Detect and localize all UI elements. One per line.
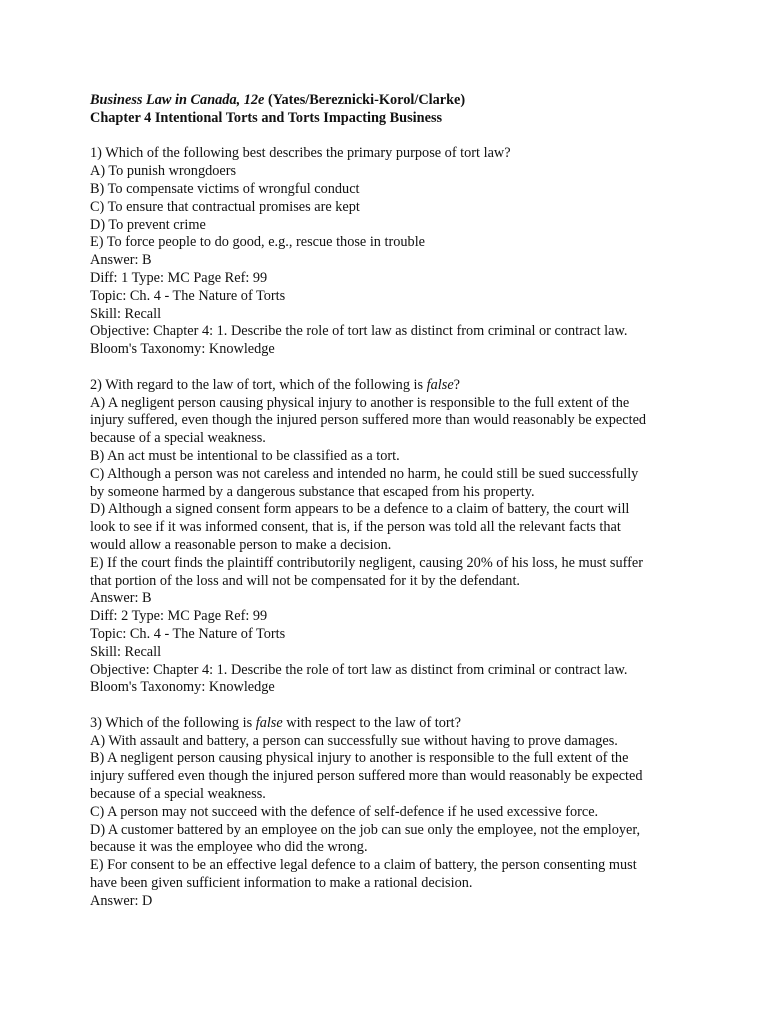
answer-option-line: E) For consent to be an effective legal defence to a claim of battery, the person consenting must	[90, 857, 637, 874]
bloom-meta: Bloom's Taxonomy: Knowledge	[90, 679, 275, 696]
stem-emphasis: false	[255, 714, 283, 731]
answer-key: Answer: D	[90, 892, 153, 909]
answer-option-line: look to see if it was informed consent, that is, if the person was told all the relevant facts that	[90, 519, 621, 536]
answer-option: B) To compensate victims of wrongful conduct	[90, 180, 360, 197]
answer-option-line: A) With assault and battery, a person can successfully sue without having to prove damages.	[90, 732, 618, 749]
answer-option-line: D) A customer battered by an employee on the job can sue only the employee, not the employer,	[90, 821, 641, 838]
answer-option: C) To ensure that contractual promises are kept	[90, 198, 360, 215]
book-authors: (Yates/Bereznicki-Korol/Clarke)	[264, 92, 466, 108]
answer-option-line: B) An act must be intentional to be classified as a tort.	[90, 447, 400, 464]
answer-option-line: D) Although a signed consent form appears to be a defence to a claim of battery, the court will	[90, 501, 630, 518]
bloom-meta: Bloom's Taxonomy: Knowledge	[90, 341, 275, 358]
answer-option-line: E) If the court finds the plaintiff contributorily negligent, causing 20% of his loss, he must suffer	[90, 554, 643, 571]
answer-option: D) To prevent crime	[90, 216, 206, 233]
question-1	[90, 145, 690, 359]
spacer	[90, 697, 690, 715]
difficulty-meta: Diff: 1 Type: MC Page Ref: 99	[90, 269, 268, 286]
skill-meta: Skill: Recall	[90, 643, 162, 660]
question-stem	[90, 377, 690, 395]
answer-option-line: A) A negligent person causing physical injury to another is responsible to the full extent of the	[90, 394, 630, 411]
objective-meta: Objective: Chapter 4: 1. Describe the role of tort law as distinct from criminal or contract law.	[90, 661, 628, 678]
topic-meta: Topic: Ch. 4 - The Nature of Torts	[90, 287, 286, 304]
question-stem: 1) Which of the following best describes the primary purpose of tort law?	[90, 145, 511, 162]
chapter-heading: Chapter 4 Intentional Torts and Torts Impacting Business	[90, 109, 443, 126]
answer-option: E) To force people to do good, e.g., rescue those in trouble	[90, 234, 426, 251]
answer-option-line: injury suffered even though the injured person suffered more than would reasonably be expected	[90, 768, 643, 785]
answer-option-line: because of a special weakness.	[90, 430, 266, 447]
stem-emphasis: false	[426, 376, 454, 393]
answer-option-line: that portion of the loss and will not be compensated for it by the defendant.	[90, 572, 520, 589]
answer-option-line: B) A negligent person causing physical injury to another is responsible to the full extent of the	[90, 750, 629, 767]
stem-text: 3) Which of the following is	[90, 714, 256, 731]
question-stem	[90, 715, 690, 733]
answer-key: Answer: B	[90, 252, 152, 269]
answer-key: Answer: B	[90, 590, 152, 607]
answer-option-line: would allow a reasonable person to make a decision.	[90, 536, 392, 553]
answer-option-line: injury suffered, even though the injured person suffered more than would reasonably be expected	[90, 412, 647, 429]
topic-meta: Topic: Ch. 4 - The Nature of Torts	[90, 625, 286, 642]
document-title	[90, 92, 690, 110]
spacer	[90, 359, 690, 377]
stem-text: ?	[453, 376, 461, 393]
spacer	[90, 128, 690, 146]
stem-text: 2) With regard to the law of tort, which of the following is	[90, 376, 427, 393]
question-3	[90, 715, 690, 911]
answer-option-line: by someone harmed by a dangerous substance that escaped from his property.	[90, 483, 535, 500]
answer-option: A) To punish wrongdoers	[90, 163, 237, 180]
book-title: Business Law in Canada, 12e	[90, 92, 265, 108]
stem-text: with respect to the law of tort?	[282, 714, 461, 731]
answer-option-line: have been given sufficient information to make a rational decision.	[90, 875, 473, 892]
answer-option-line: C) A person may not succeed with the defence of self-defence if he used excessive force.	[90, 803, 599, 820]
document-page	[90, 92, 690, 911]
difficulty-meta: Diff: 2 Type: MC Page Ref: 99	[90, 608, 268, 625]
answer-option-line: because it was the employee who did the wrong.	[90, 839, 368, 856]
skill-meta: Skill: Recall	[90, 305, 162, 322]
answer-option-line: C) Although a person was not careless and intended no harm, he could still be sued successfully	[90, 465, 639, 482]
answer-option-line: because of a special weakness.	[90, 786, 266, 803]
question-2	[90, 377, 690, 697]
objective-meta: Objective: Chapter 4: 1. Describe the role of tort law as distinct from criminal or contract law.	[90, 323, 628, 340]
